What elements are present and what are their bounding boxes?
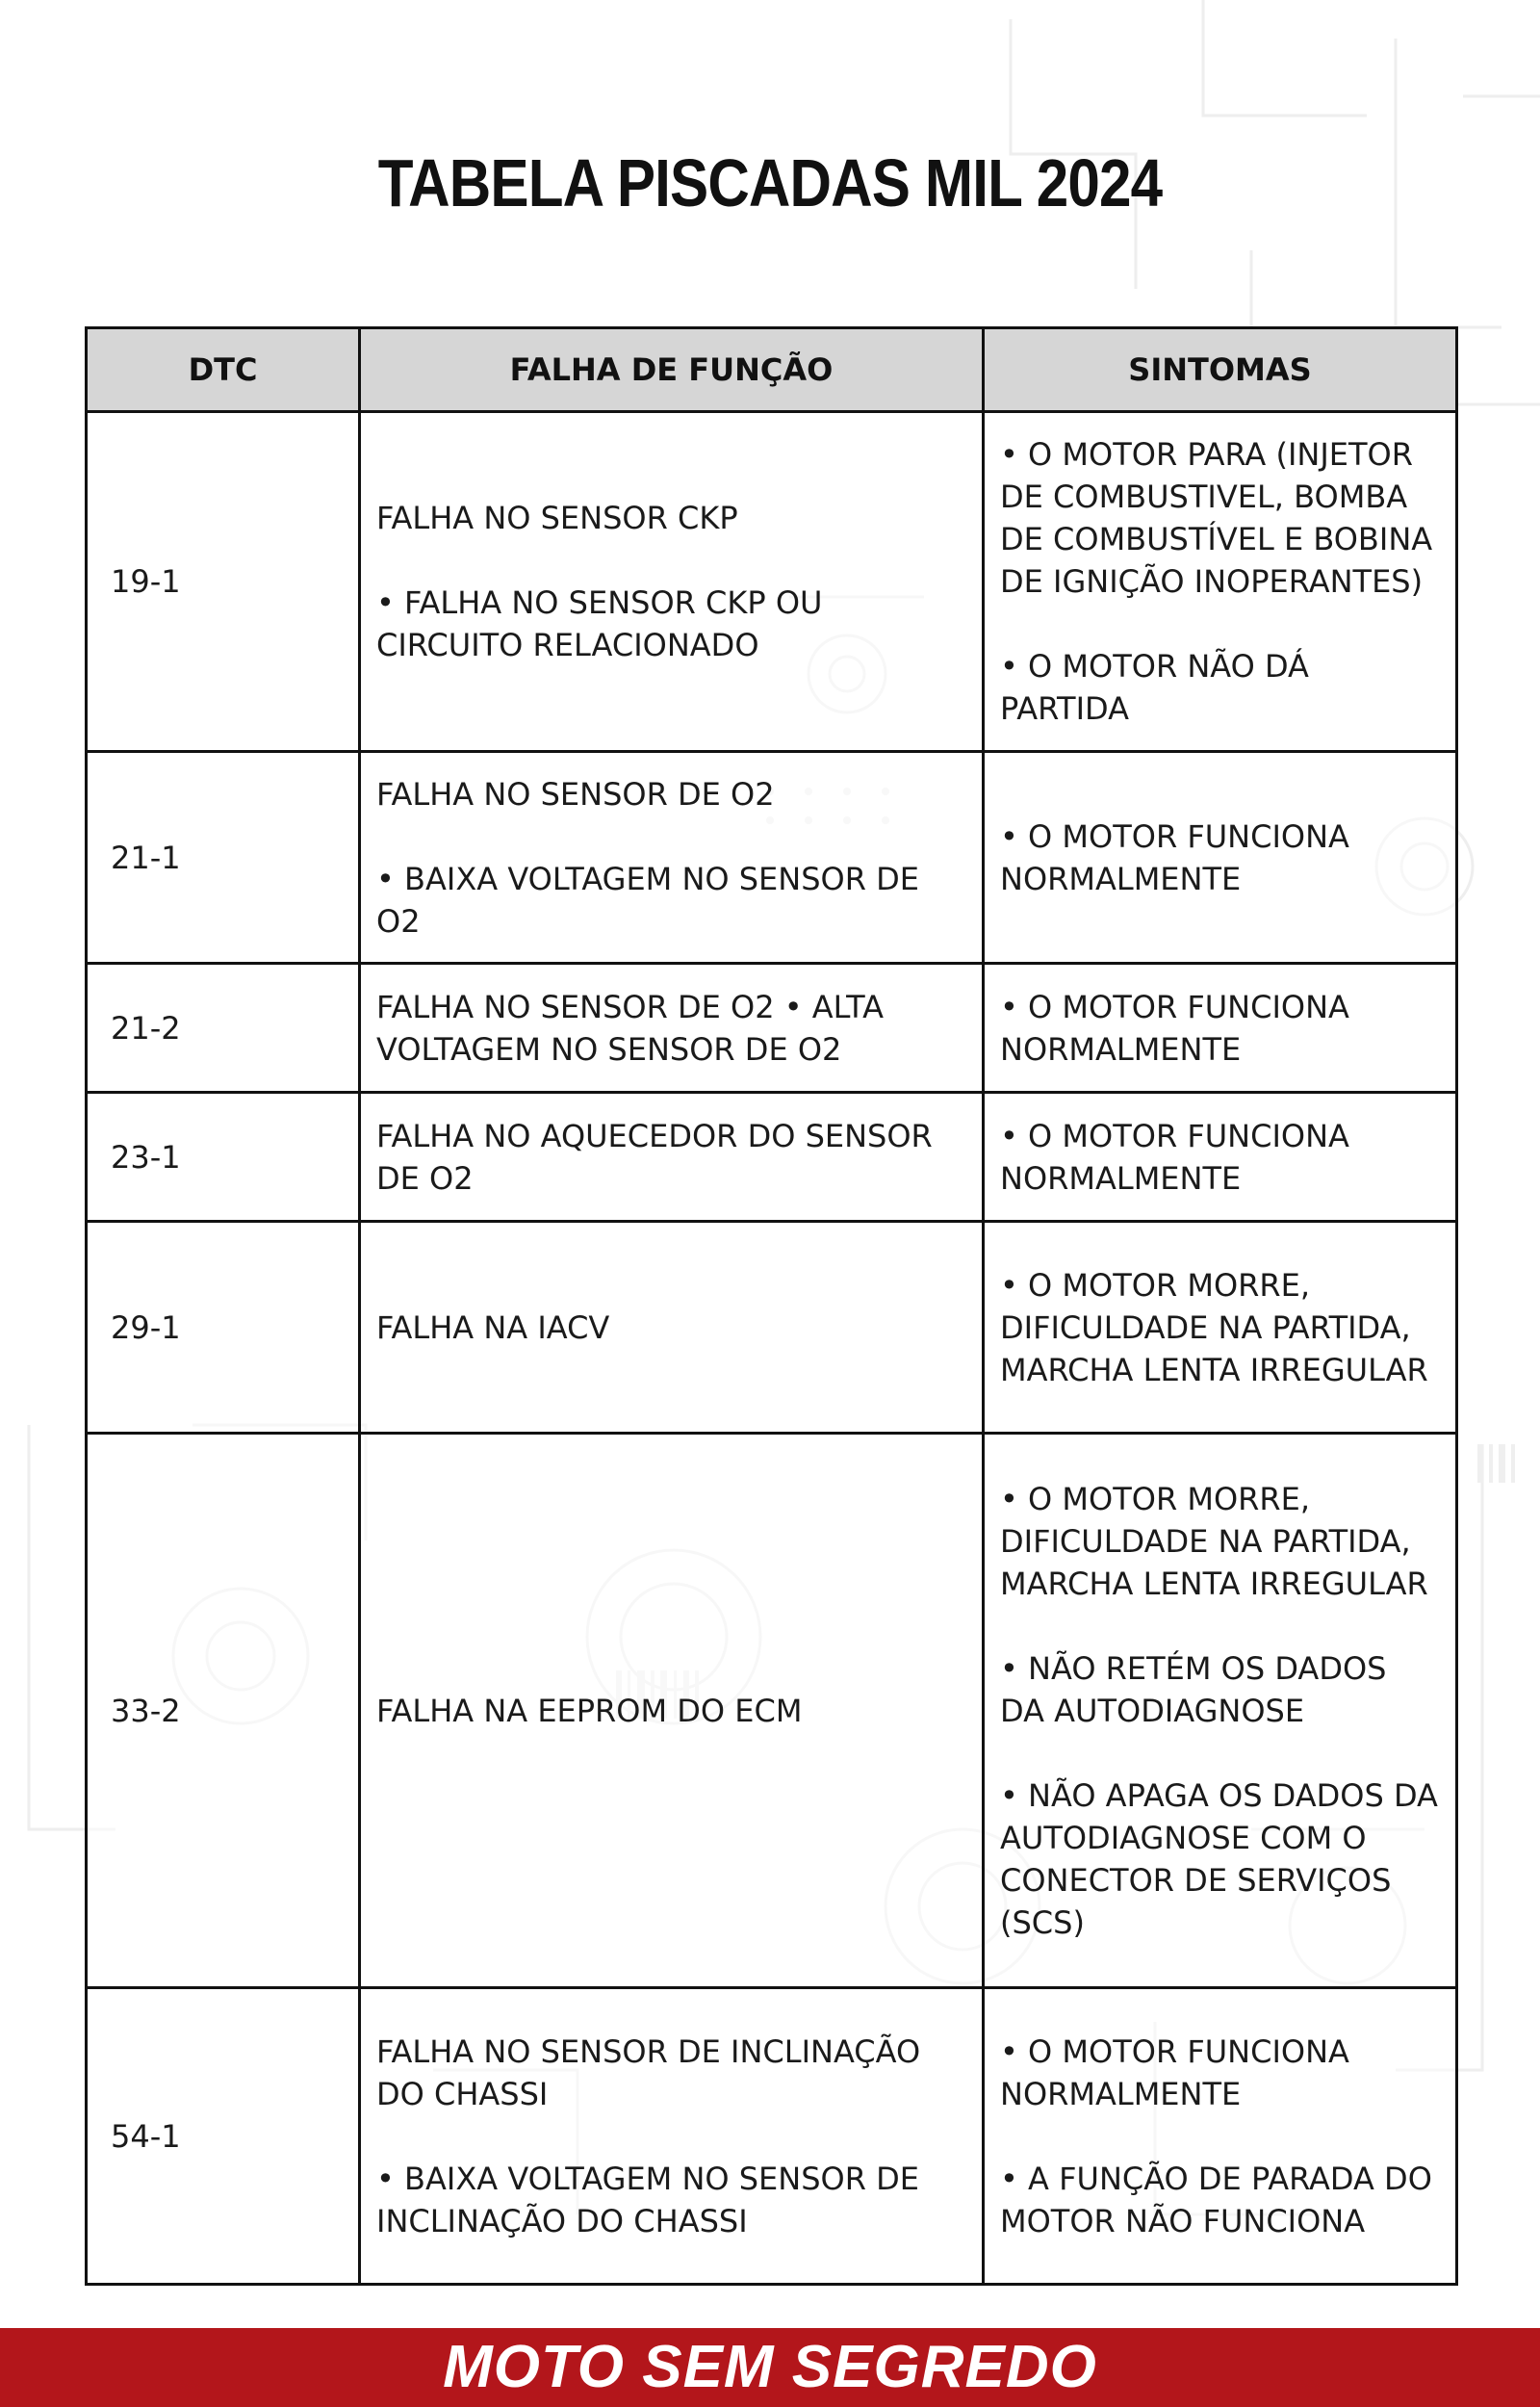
table-row [87,752,1457,964]
sintomas-cell [984,752,1457,964]
dtc-code-cell: 21-1 [87,752,360,964]
column-header-sintomas: SINTOMAS [984,328,1457,412]
sintoma-text: • O MOTOR FUNCIONA NORMALMENTE [1000,817,1349,897]
dtc-code-cell: 33-2 [87,1434,360,1988]
dtc-code-cell: 23-1 [87,1093,360,1222]
sintomas-cell [984,1093,1457,1222]
table-row [87,964,1457,1093]
footer-banner [0,2328,1540,2407]
sintoma-text: • A FUNÇÃO DE PARADA DO MOTOR NÃO FUNCIONA [1000,2160,1432,2239]
falha-cell [360,1222,984,1434]
sintoma-text: • O MOTOR FUNCIONA NORMALMENTE [1000,1117,1349,1197]
sintoma-text: • O MOTOR FUNCIONA NORMALMENTE [1000,988,1349,1068]
table-header-row [87,328,1457,412]
falha-text: FALHA NO AQUECEDOR DO SENSOR DE O2 [376,1117,933,1197]
table-row [87,412,1457,752]
falha-cell [360,1434,984,1988]
falha-text: • BAIXA VOLTAGEM NO SENSOR DE O2 [376,860,919,940]
falha-cell [360,1093,984,1222]
page-title: TABELA PISCADAS MIL 2024 [377,145,1163,220]
falha-text: FALHA NO SENSOR CKP [376,500,738,536]
sintomas-cell [984,412,1457,752]
falha-cell [360,752,984,964]
footer-brand: MOTO SEM SEGREDO [443,2334,1097,2400]
sintomas-cell [984,964,1457,1093]
falha-text: • BAIXA VOLTAGEM NO SENSOR DE INCLINAÇÃO DO CHASSI [376,2160,919,2239]
sintoma-text: • O MOTOR PARA (INJETOR DE COMBUSTIVEL, BOMBA DE COMBUSTÍVEL E BOBINA DE IGNIÇÃO INOPERANTES) [1000,436,1433,600]
falha-cell [360,964,984,1093]
sintomas-cell [984,1988,1457,2285]
falha-text: FALHA NA IACV [376,1308,610,1346]
falha-text: FALHA NO SENSOR DE O2 [376,775,775,813]
dtc-code-cell: 21-2 [87,964,360,1093]
table-row [87,1988,1457,2285]
sintomas-cell [984,1222,1457,1434]
sintoma-text: • NÃO APAGA OS DADOS DA AUTODIAGNOSE COM O CONECTOR DE SERVIÇOS (SCS) [1000,1776,1438,1941]
falha-text: FALHA NO SENSOR DE INCLINAÇÃO DO CHASSI [376,2032,921,2112]
column-header-falha: FALHA DE FUNÇÃO [360,328,984,412]
dtc-table [85,326,1458,2286]
sintoma-text: • O MOTOR NÃO DÁ PARTIDA [1000,648,1309,727]
table-row [87,1093,1457,1222]
sintomas-cell [984,1434,1457,1988]
falha-text: • FALHA NO SENSOR CKP OU CIRCUITO RELACIONADO [376,584,823,663]
falha-text: FALHA NO SENSOR DE O2 • ALTA VOLTAGEM NO SENSOR DE O2 [376,988,885,1068]
sintoma-text: • O MOTOR MORRE, DIFICULDADE NA PARTIDA, MARCHA LENTA IRREGULAR [1000,1480,1428,1602]
dtc-code-cell: 19-1 [87,412,360,752]
falha-text: FALHA NA EEPROM DO ECM [376,1692,803,1729]
column-header-dtc: DTC [87,328,360,412]
dtc-code-cell: 54-1 [87,1988,360,2285]
table-row [87,1434,1457,1988]
dtc-code-cell: 29-1 [87,1222,360,1434]
table-row [87,1222,1457,1434]
falha-cell [360,412,984,752]
sintoma-text: • NÃO RETÉM OS DADOS DA AUTODIAGNOSE [1000,1649,1387,1729]
sintoma-text: • O MOTOR FUNCIONA NORMALMENTE [1000,2032,1349,2112]
falha-cell [360,1988,984,2285]
sintoma-text: • O MOTOR MORRE, DIFICULDADE NA PARTIDA, MARCHA LENTA IRREGULAR [1000,1266,1428,1388]
